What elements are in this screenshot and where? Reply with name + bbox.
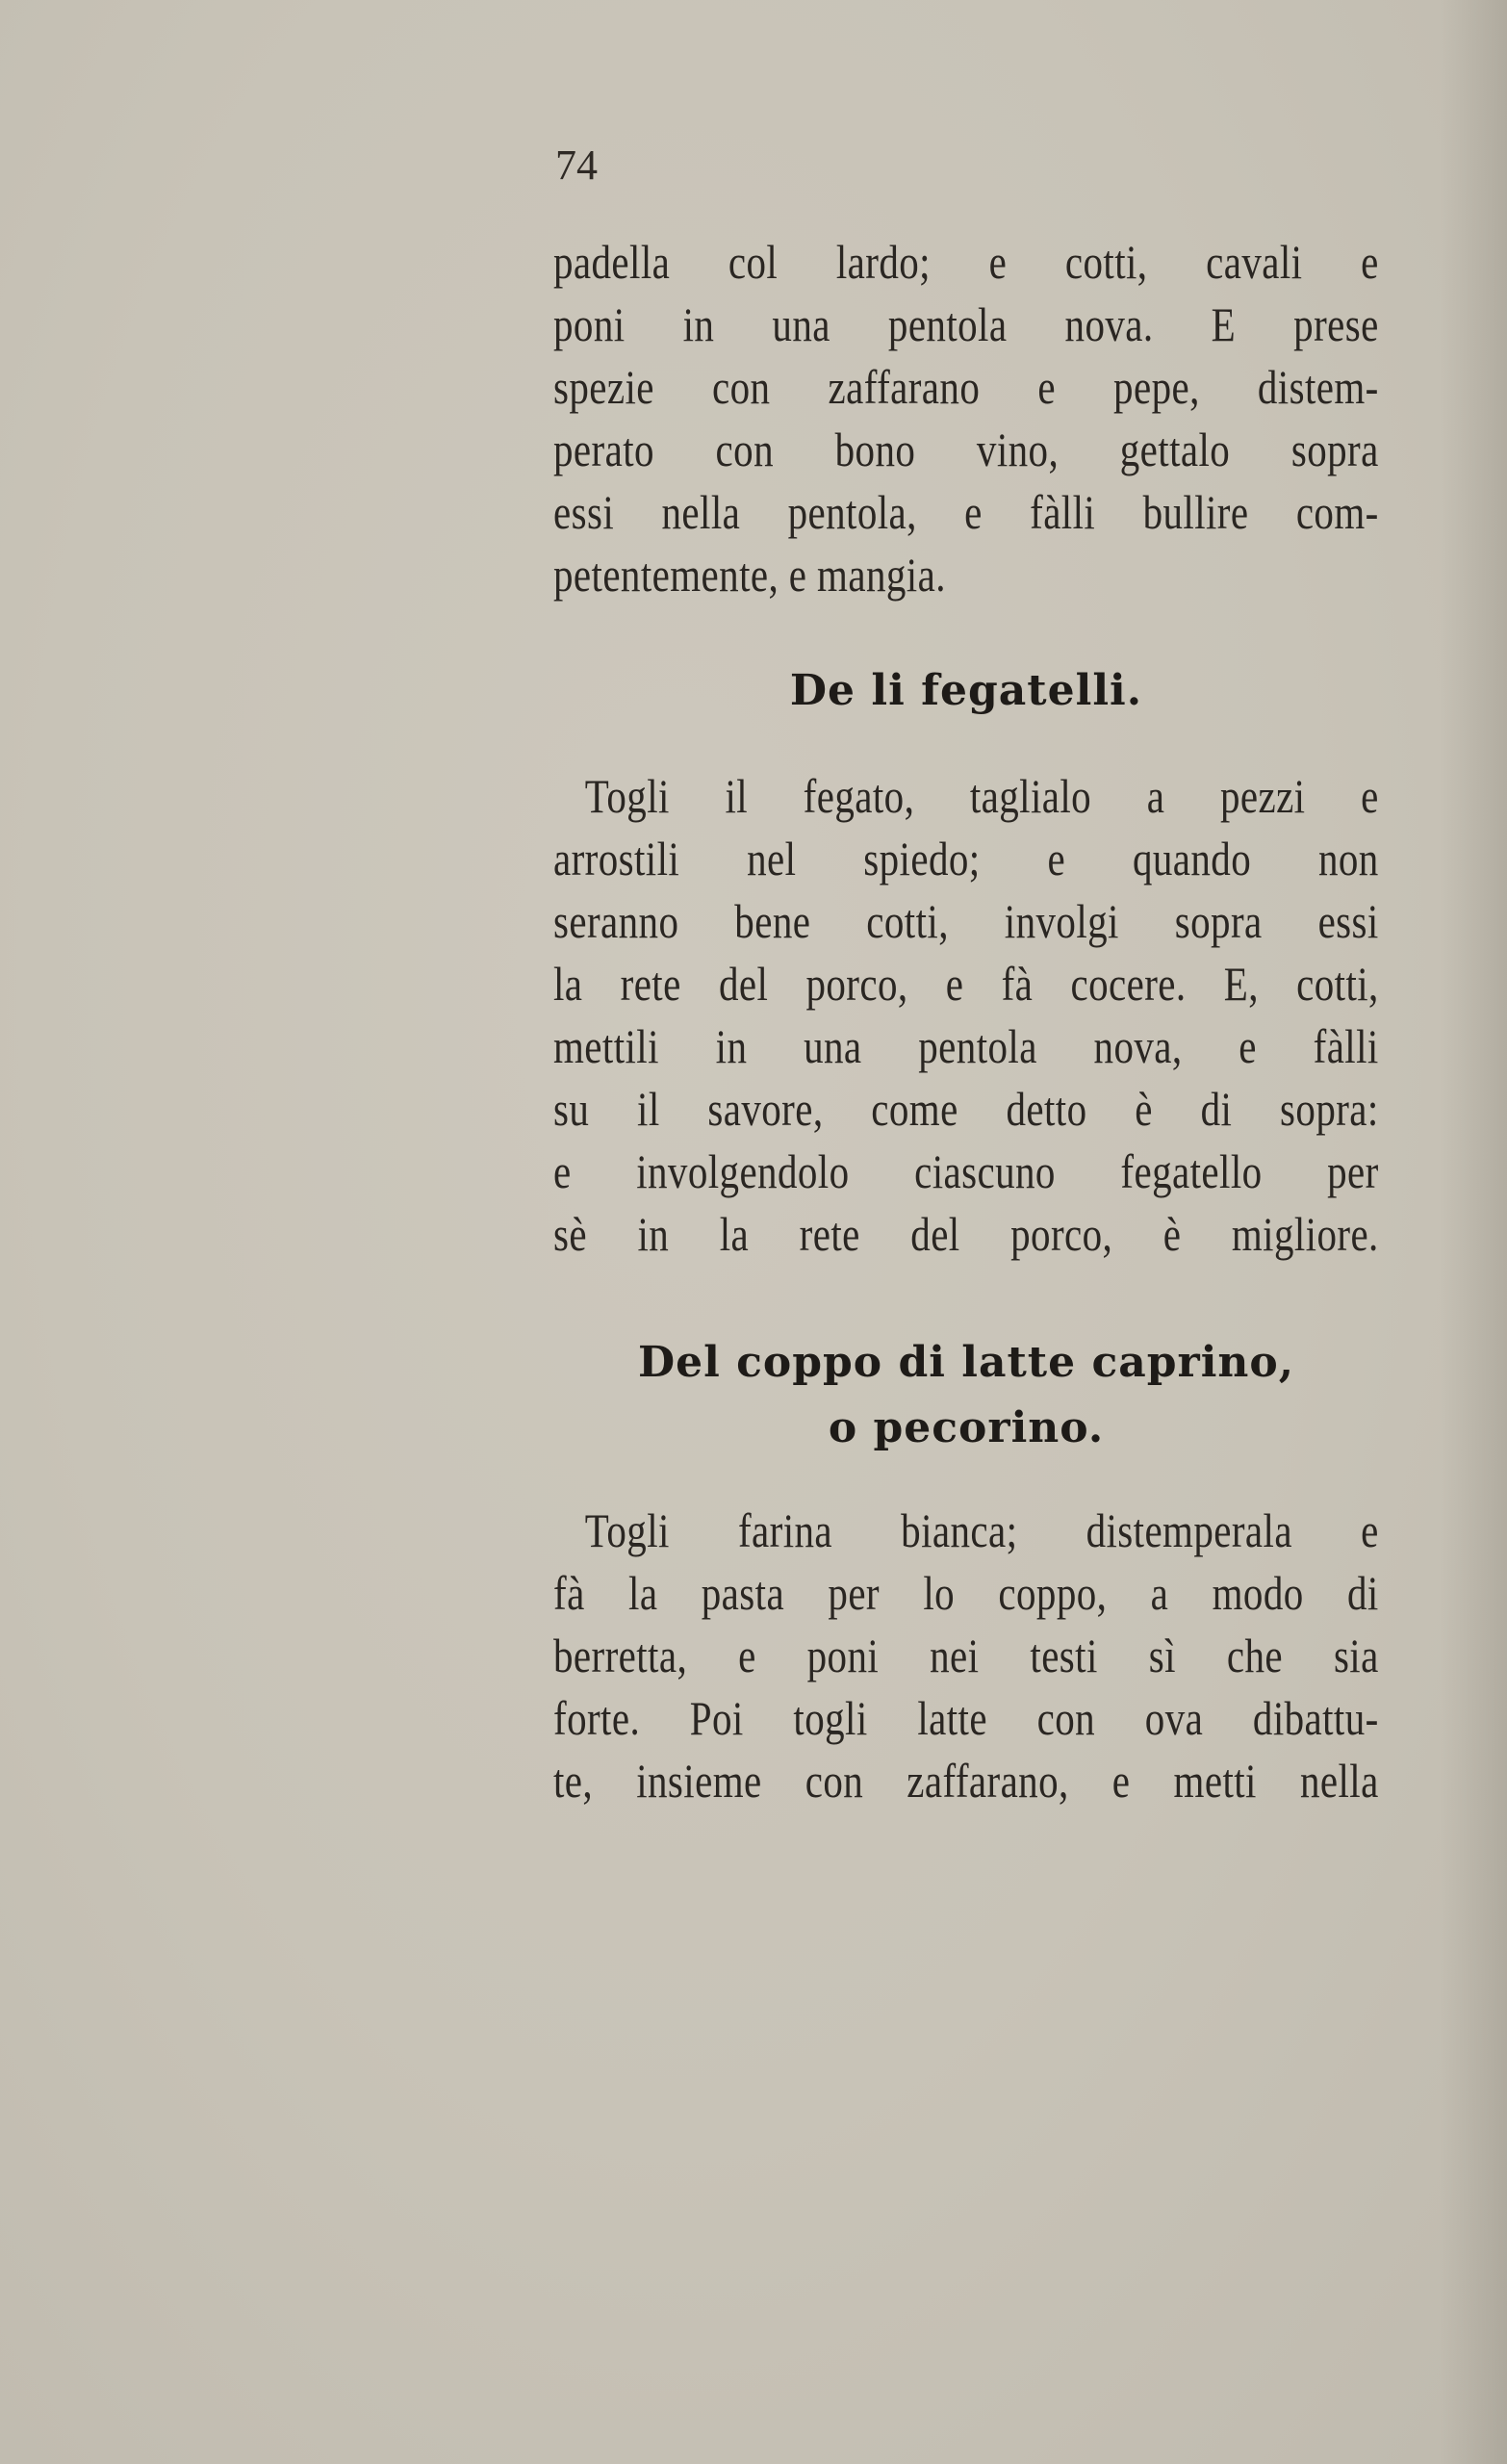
page-edge-shadow	[1440, 0, 1507, 2464]
text-line: berretta, e poni nei testi sì che sia	[553, 1629, 1379, 1682]
text-line: essi nella pentola, e fàlli bullire com-	[553, 485, 1379, 539]
section-heading-coppo-line-2: o pecorino.	[828, 1403, 1105, 1452]
text-line: forte. Poi togli latte con ova dibattu-	[553, 1691, 1379, 1745]
text-line: poni in una pentola nova. E prese	[553, 297, 1379, 351]
paragraph-2	[553, 765, 1379, 1266]
text-line: arrostili nel spiedo; e quando non	[553, 832, 1379, 886]
text-line: la rete del porco, e fà cocere. E, cotti,	[553, 957, 1379, 1011]
text-line: seranno bene cotti, involgi sopra essi	[553, 894, 1379, 948]
text-line: perato con bono vino, gettalo sopra	[553, 423, 1379, 476]
text-line: spezie con zaffarano e pepe, distem-	[553, 360, 1379, 414]
paragraph-3	[553, 1500, 1379, 1812]
section-heading-fegatelli: De li fegatelli.	[789, 666, 1143, 715]
page-number: 74	[555, 141, 598, 189]
section-heading-coppo-line-1: Del coppo di latte caprino,	[637, 1338, 1295, 1387]
text-line: petentemente, e mangia.	[553, 548, 946, 602]
text-line: te, insieme con zaffarano, e metti nella	[553, 1754, 1379, 1808]
text-line: Togli il fegato, taglialo a pezzi e	[584, 769, 1379, 823]
text-line: sè in la rete del porco, è migliore.	[553, 1207, 1379, 1261]
text-line: mettili in una pentola nova, e fàlli	[553, 1019, 1379, 1073]
text-line: e involgendolo ciascuno fegatello per	[553, 1144, 1379, 1198]
text-line: padella col lardo; e cotti, cavali e	[553, 235, 1379, 289]
text-line: fà la pasta per lo coppo, a modo di	[553, 1566, 1379, 1620]
text-line: Togli farina bianca; distemperala e	[584, 1503, 1379, 1557]
text-line: su il savore, come detto è di sopra:	[553, 1082, 1379, 1136]
paragraph-1	[553, 231, 1379, 606]
